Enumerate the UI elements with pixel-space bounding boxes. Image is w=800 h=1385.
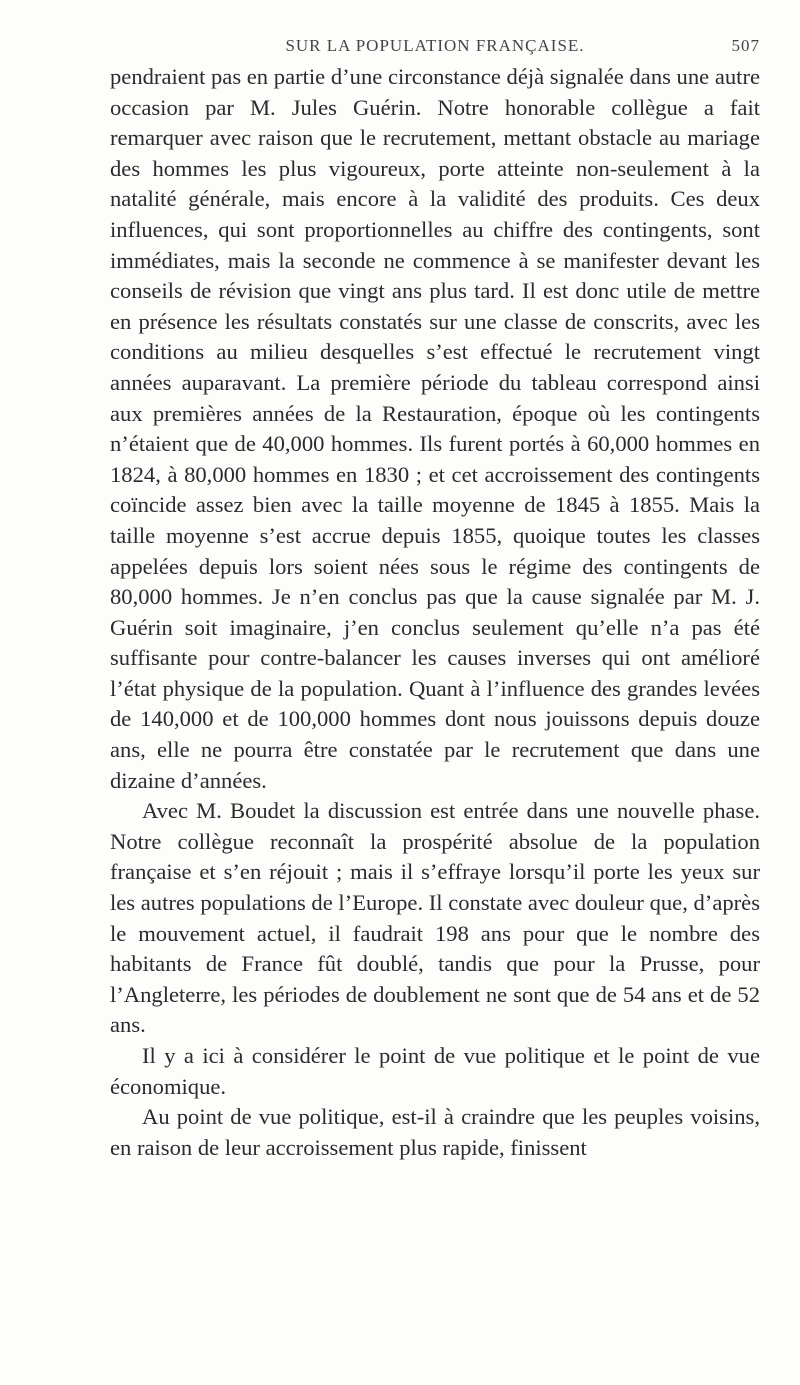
paragraph-points-de-vue: Il y a ici à considérer le point de vue politique et le point de vue économique. bbox=[110, 1043, 760, 1099]
page-number: 507 bbox=[731, 36, 760, 55]
running-header bbox=[110, 36, 760, 60]
paragraph-politique: Au point de vue politique, est-il à craindre que les peuples voisins, en raison de leur accroissement plus rapide, finissent bbox=[110, 1104, 760, 1160]
body-text bbox=[110, 62, 760, 1163]
running-title: SUR LA POPULATION FRANÇAISE. bbox=[285, 36, 585, 55]
paragraph-boudet: Avec M. Boudet la discussion est entrée dans une nouvelle phase. Notre collègue reconnaît la prospérité absolue de la population française et s’en réjouit ; mais il s’effraye lorsqu’il porte les yeux sur les autres populations de l’Europe. Il constate avec douleur que, d’après le mouvement actuel, il faudrait 198 ans pour que le nombre des habitants de France fût doublé, tandis que pour la Prusse, pour l’Angleterre, les périodes de doublement ne sont que de 54 ans et de 52 ans. bbox=[110, 798, 760, 1038]
paragraph-continued: pendraient pas en partie d’une circonstance déjà signalée dans une autre occasion par M. Jules Guérin. Notre honorable collègue a fait remarquer avec raison que le recrutement, mettant obstacle au mariage des hommes les plus vigoureux, porte atteinte non-seulement à la natalité générale, mais encore à la validité des produits. Ces deux influences, qui sont proportionnelles au chiffre des contingents, sont immédiates, mais la seconde ne commence à se manifester devant les conseils de révision que vingt ans plus tard. Il est donc utile de mettre en présence les résultats constatés sur une classe de conscrits, avec les conditions au milieu desquelles s’est effectué le recrutement vingt années auparavant. La première période du tableau correspond ainsi aux premières années de la Restauration, époque où les contingents n’étaient que de 40,000 hommes. Ils furent portés à 60,000 hommes en 1824, à 80,000 hommes en 1830 ; et cet accroissement des contingents coïncide assez bien avec la taille moyenne de 1845 à 1855. Mais la taille moyenne s’est accrue depuis 1855, quoique toutes les classes appelées depuis lors soient nées sous le régime des contingents de 80,000 hommes. Je n’en conclus pas que la cause signalée par M. J. Guérin soit imaginaire, j’en conclus seulement qu’elle n’a pas été suffisante pour contre-balancer les causes inverses qui ont amélioré l’état physique de la population. Quant à l’influence des grandes levées de 140,000 et de 100,000 hommes dont nous jouissons depuis douze ans, elle ne pourra être constatée par le recrutement que dans une dizaine d’années. bbox=[110, 64, 760, 793]
